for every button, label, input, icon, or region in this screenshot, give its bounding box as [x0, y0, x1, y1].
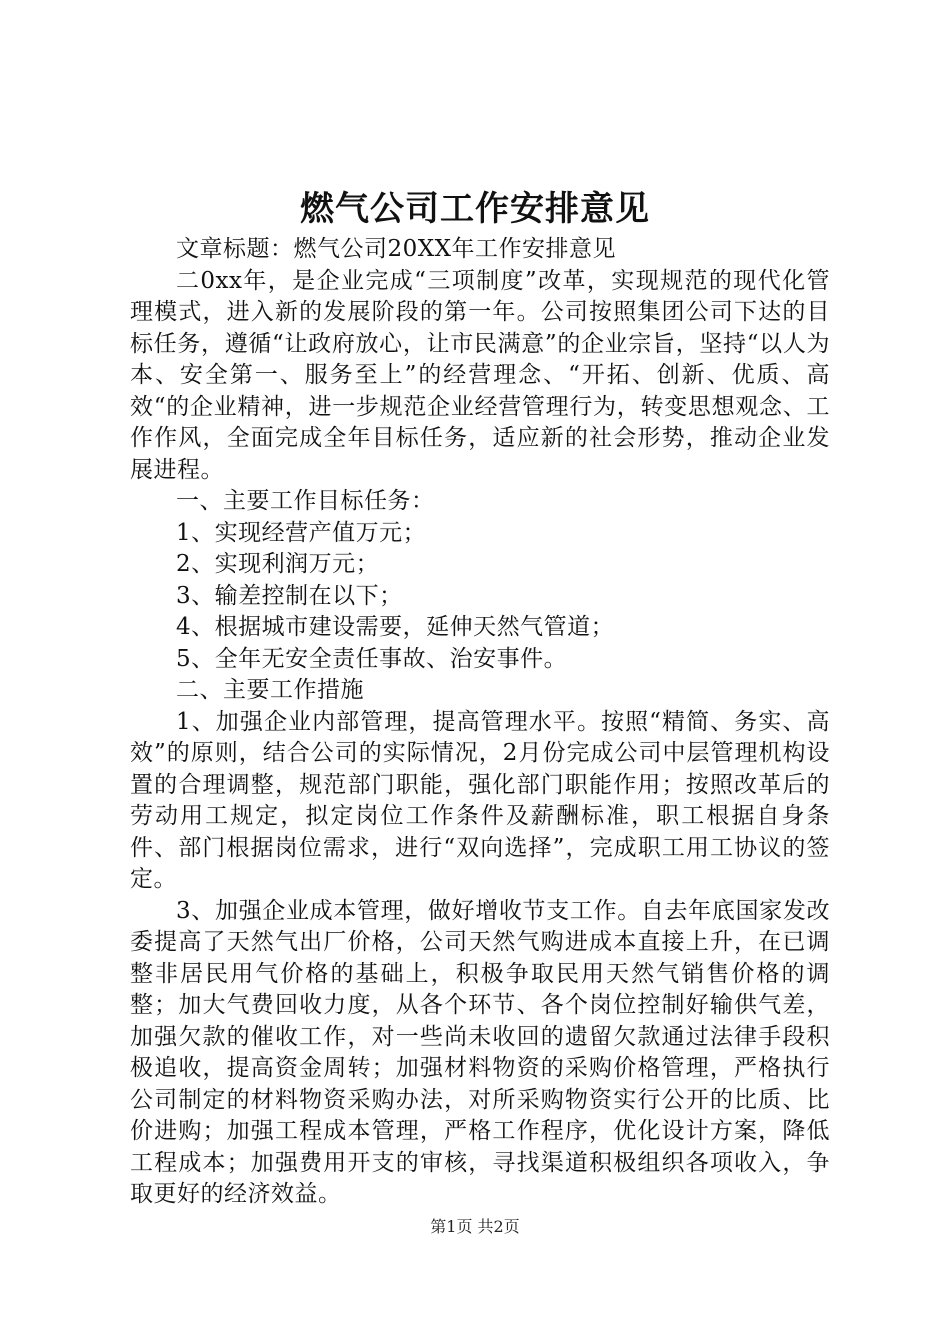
section-heading-measures: 二、主要工作措施 [176, 677, 364, 703]
section-heading-goals: 一、主要工作目标任务： [176, 488, 435, 514]
goal-item-4: 4、根据城市建设需要，延伸天然气管道； [176, 614, 615, 640]
goal-item-2: 2、实现利润万元； [176, 551, 380, 577]
document-title: 燃气公司工作安排意见 [300, 189, 650, 229]
document-body [130, 234, 830, 1211]
goal-item-3: 3、输差控制在以下； [176, 582, 403, 609]
paragraph-article-title: 文章标题：燃气公司20XX年工作安排意见 [176, 236, 617, 262]
goal-item-1: 1、实现经营产值万元； [176, 519, 427, 546]
measure-paragraph-3: 3、加强企业成本管理，做好增收节支工作。自去年底国家发改委提高了天然气出厂价格，公司天然气购进成本直接上升，在已调整非居民用气价格的基础上，积极争取民用天然气销售价格的调整；加大气费回收力度，从各个环节、各个岗位控制好输供气差，加强欠款的催收工作，对一些尚未收回的遗留欠款通过法律手段积极追收，提高资金周转；加强材料物资的采购价格管理，严格执行公司制定的材料物资采购办法，对所采购物资实行公开的比质、比价进购；加强工程成本管理，严格工作程序，优化设计方案，降低工程成本；加强费用开支的审核，寻找渠道积极组织各项收入，争取更好的经济效益。 [130, 897, 830, 1207]
page-number-footer: 第1页 共2页 [430, 1217, 520, 1236]
paragraph-intro: 二0xx年，是企业完成“三项制度”改革，实现规范的现代化管理模式，进入新的发展阶段的第一年。公司按照集团公司下达的目标任务，遵循“让政府放心，让市民满意”的企业宗旨，坚持“以人为本、安全第一、服务至上”的经营理念、“开拓、创新、优质、高效“的企业精神，进一步规范企业经营管理行为，转变思想观念、工作作风，全面完成全年目标任务，适应新的社会形势，推动企业发展进程。 [130, 267, 830, 483]
goal-item-5: 5、全年无安全责任事故、治安事件。 [176, 645, 568, 672]
measure-paragraph-1: 1、加强企业内部管理，提高管理水平。按照“精简、务实、高效”的原则，结合公司的实际情况，2月份完成公司中层管理机构设置的合理调整，规范部门职能，强化部门职能作用；按照改革后的劳动用工规定，拟定岗位工作条件及薪酬标准，职工根据自身条件、部门根据岗位需求，进行“双向选择”，完成职工用工协议的签定。 [130, 708, 830, 892]
